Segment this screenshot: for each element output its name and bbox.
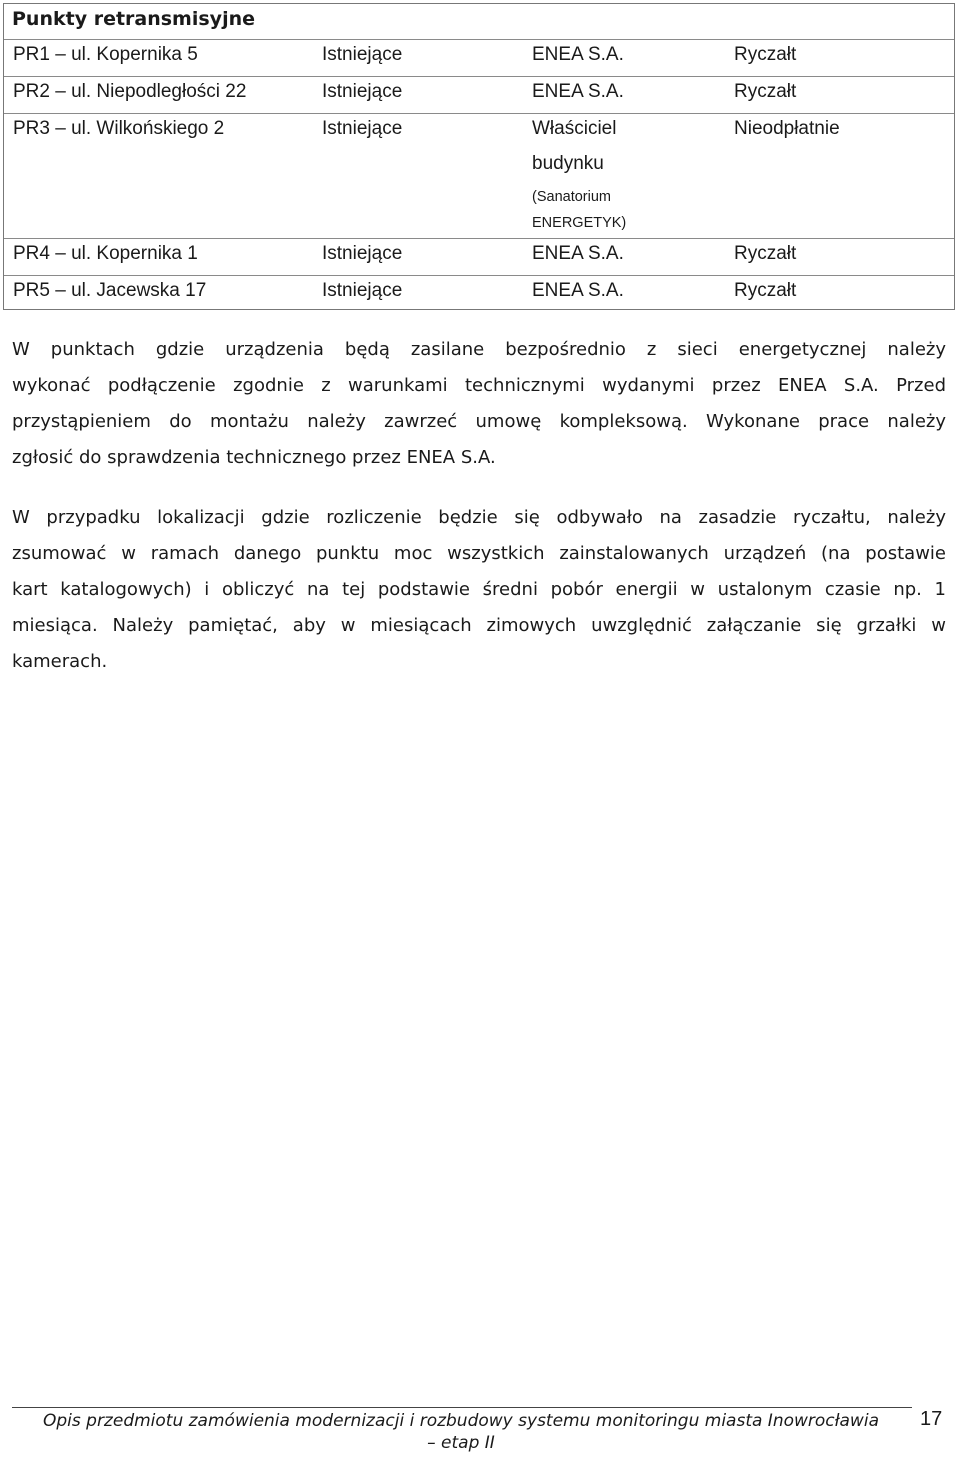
table-row-pr1-status: Istniejące: [322, 44, 403, 65]
table-divider: [4, 113, 954, 114]
footer-divider: [12, 1407, 912, 1408]
page-number: 17: [920, 1408, 943, 1430]
paragraph-power-connection: [12, 332, 946, 476]
table-row-pr2-billing: Ryczałt: [734, 81, 797, 102]
table-title: Punkty retransmisyjne: [12, 8, 255, 30]
paragraph-line: zsumować w ramach danego punktu moc wszystkich zainstalowanych urządzeń (na postawie: [12, 543, 946, 564]
paragraph-line: kart katalogowych) i obliczyć na tej podstawie średni pobór energii w ustalonym czasie np. 1: [12, 579, 946, 600]
paragraph-line: kamerach.: [12, 651, 108, 672]
table-row-pr5-owner: ENEA S.A.: [532, 280, 624, 301]
table-row-pr3-owner-note1: (Sanatorium: [532, 189, 611, 205]
page-footer: [12, 1410, 910, 1454]
paragraph-line: miesiąca. Należy pamiętać, aby w miesiącach zimowych uwzględnić załączanie się grzałki w: [12, 615, 946, 636]
table-row-pr5-point: PR5 – ul. Jacewska 17: [13, 280, 207, 301]
table-row-pr3-status: Istniejące: [322, 118, 403, 139]
paragraph-line: W przypadku lokalizacji gdzie rozliczenie będzie się odbywało na zasadzie ryczałtu, należy: [12, 507, 946, 528]
table-row-pr3-point: PR3 – ul. Wilkońskiego 2: [13, 118, 225, 139]
paragraph-line: W punktach gdzie urządzenia będą zasilane bezpośrednio z sieci energetycznej należy: [12, 339, 946, 360]
table-row-pr4-owner: ENEA S.A.: [532, 243, 624, 264]
paragraph-line: zgłosić do sprawdzenia technicznego przez ENEA S.A.: [12, 447, 496, 468]
footer-line: Opis przedmiotu zamówienia modernizacji i rozbudowy systemu monitoringu miasta Inowrocławia: [43, 1411, 879, 1431]
table-divider: [4, 275, 954, 276]
table-row-pr4-billing: Ryczałt: [734, 243, 797, 264]
table-row-pr3-owner-line2: budynku: [532, 153, 604, 174]
table-row-pr1-billing: Ryczałt: [734, 44, 797, 65]
table-divider: [4, 238, 954, 239]
paragraph-line: wykonać podłączenie zgodnie z warunkami technicznymi wydanymi przez ENEA S.A. Przed: [12, 375, 946, 396]
table-row-pr2-status: Istniejące: [322, 81, 403, 102]
table-row-pr4-status: Istniejące: [322, 243, 403, 264]
retransmission-points-table: [3, 3, 955, 310]
table-row-pr2-point: PR2 – ul. Niepodległości 22: [13, 81, 247, 102]
paragraph-line: przystąpieniem do montażu należy zawrzeć umowę kompleksową. Wykonane prace należy: [12, 411, 946, 432]
table-row-pr3-billing: Nieodpłatnie: [734, 118, 840, 139]
table-row-pr4-point: PR4 – ul. Kopernika 1: [13, 243, 198, 264]
table-divider: [4, 76, 954, 77]
table-row-pr5-status: Istniejące: [322, 280, 403, 301]
table-row-pr3-owner-line1: Właściciel: [532, 118, 617, 139]
table-row-pr5-billing: Ryczałt: [734, 280, 797, 301]
table-divider: [4, 39, 954, 40]
table-row-pr2-owner: ENEA S.A.: [532, 81, 624, 102]
table-row-pr1-point: PR1 – ul. Kopernika 5: [13, 44, 198, 65]
footer-line: – etap II: [427, 1433, 495, 1453]
table-row-pr1-owner: ENEA S.A.: [532, 44, 624, 65]
table-row-pr3-owner-note2: ENERGETYK): [532, 215, 627, 231]
paragraph-flat-rate-billing: [12, 500, 946, 680]
